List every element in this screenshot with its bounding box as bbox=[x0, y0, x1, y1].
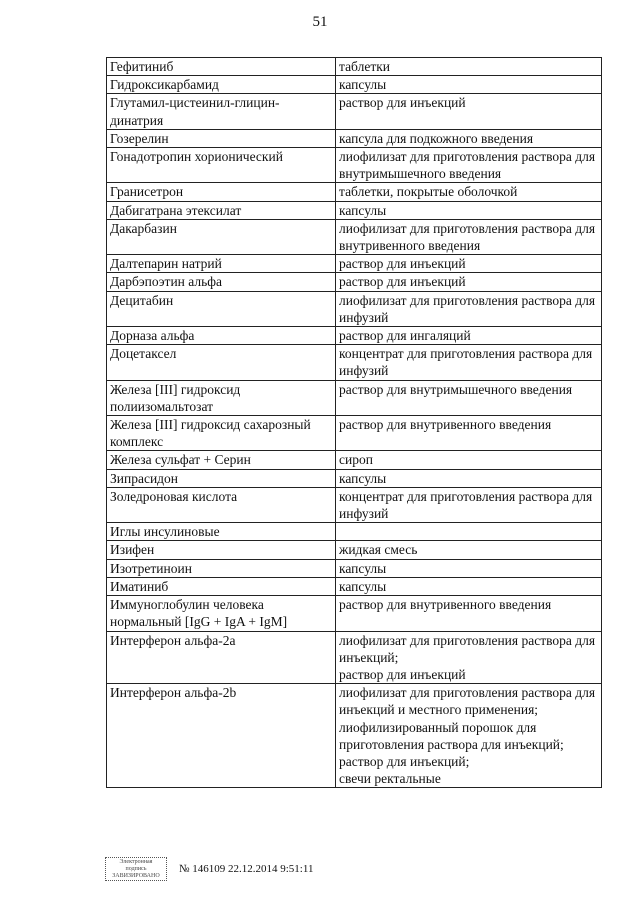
table-row bbox=[107, 469, 602, 487]
page-number: 51 bbox=[312, 14, 328, 30]
drug-name-cell: Изифен bbox=[107, 541, 336, 559]
dosage-form-cell bbox=[336, 380, 602, 415]
dosage-form-cell bbox=[336, 291, 602, 326]
dosage-form-line: раствор для ингаляций bbox=[339, 328, 471, 344]
dosage-form-cell bbox=[336, 684, 602, 788]
dosage-form-line: капсулы bbox=[339, 77, 387, 93]
dosage-form-line: раствор для инъекций bbox=[339, 274, 466, 290]
dosage-form-line: таблетки, покрытые оболочкой bbox=[339, 184, 518, 200]
stamp-line: Электронная bbox=[119, 858, 153, 865]
drug-name-cell: Гранисетрон bbox=[107, 183, 336, 201]
electronic-signature-stamp bbox=[105, 857, 167, 881]
drug-name-cell: Иглы инсулиновые bbox=[107, 523, 336, 541]
drug-name-cell: Железа сульфат + Серин bbox=[107, 451, 336, 469]
table-row bbox=[107, 201, 602, 219]
table-row bbox=[107, 183, 602, 201]
dosage-form-cell bbox=[336, 94, 602, 129]
dosage-form-line: лиофилизат для приготовления раствора для внутривенного введения bbox=[339, 220, 596, 254]
dosage-form-line: лиофилизат для приготовления раствора для внутримышечного введения bbox=[339, 149, 596, 182]
dosage-form-cell bbox=[336, 487, 602, 522]
drug-table-body bbox=[107, 58, 602, 788]
dosage-form-line: концентрат для приготовления раствора для инфузий bbox=[339, 488, 593, 522]
dosage-form-cell bbox=[336, 327, 602, 345]
dosage-form-line: сироп bbox=[339, 452, 373, 468]
dosage-form-cell bbox=[336, 416, 602, 451]
table-row bbox=[107, 219, 602, 254]
dosage-form-line: лиофилизат для приготовления раствора для инъекций и местного применения; bbox=[339, 685, 596, 718]
table-row bbox=[107, 129, 602, 147]
table-row bbox=[107, 416, 602, 451]
dosage-form-cell bbox=[336, 183, 602, 201]
drug-name-cell: Гонадотропин хорионический bbox=[107, 148, 336, 183]
dosage-form-line: капсулы bbox=[339, 578, 387, 594]
table-row bbox=[107, 559, 602, 577]
dosage-form-cell bbox=[336, 201, 602, 219]
drug-name-cell: Железа [III] гидроксид полиизомальтозат bbox=[107, 380, 336, 415]
drug-name-cell: Доцетаксел bbox=[107, 345, 336, 380]
drug-name-cell: Дабигатрана этексилат bbox=[107, 201, 336, 219]
dosage-form-line: свечи ректальные bbox=[339, 771, 441, 787]
dosage-form-line: раствор для инъекций; bbox=[339, 753, 470, 769]
dosage-form-line: капсулы bbox=[339, 202, 387, 218]
table-row bbox=[107, 541, 602, 559]
dosage-form-cell bbox=[336, 76, 602, 94]
footer bbox=[105, 857, 313, 881]
dosage-form-line: капсулы bbox=[339, 560, 387, 576]
table-row bbox=[107, 380, 602, 415]
dosage-form-cell bbox=[336, 148, 602, 183]
drug-name-cell: Дакарбазин bbox=[107, 219, 336, 254]
table-row bbox=[107, 76, 602, 94]
dosage-form-line: раствор для инъекций bbox=[339, 256, 466, 272]
dosage-form-cell bbox=[336, 219, 602, 254]
drug-name-cell: Интерферон альфа-2а bbox=[107, 631, 336, 684]
drug-name-cell: Зипрасидон bbox=[107, 469, 336, 487]
table-row bbox=[107, 631, 602, 684]
dosage-form-line: лиофилизированный порошок для приготовления раствора для инъекций; bbox=[339, 719, 564, 752]
table-row bbox=[107, 451, 602, 469]
table-row bbox=[107, 148, 602, 183]
dosage-form-cell bbox=[336, 596, 602, 631]
dosage-form-line: жидкая смесь bbox=[339, 542, 418, 558]
drug-name-cell: Гозерелин bbox=[107, 129, 336, 147]
dosage-form-cell bbox=[336, 541, 602, 559]
table-row bbox=[107, 291, 602, 326]
table-row bbox=[107, 255, 602, 273]
dosage-form-cell bbox=[336, 631, 602, 684]
dosage-form-cell bbox=[336, 523, 602, 541]
dosage-form-line: концентрат для приготовления раствора для инфузий bbox=[339, 346, 593, 379]
dosage-form-line: капсулы bbox=[339, 470, 387, 486]
table-row bbox=[107, 94, 602, 129]
drug-name-cell: Гефитиниб bbox=[107, 58, 336, 76]
dosage-form-cell bbox=[336, 577, 602, 595]
drug-name-cell: Далтепарин натрий bbox=[107, 255, 336, 273]
dosage-form-line: лиофилизат для приготовления раствора для инфузий bbox=[339, 292, 596, 325]
drug-table bbox=[106, 57, 602, 788]
dosage-form-cell bbox=[336, 273, 602, 291]
table-row bbox=[107, 58, 602, 76]
drug-name-cell: Дорназа альфа bbox=[107, 327, 336, 345]
stamp-line: ЗАВИЗИРОВАНО bbox=[112, 872, 160, 879]
stamp-line: подпись bbox=[125, 865, 147, 872]
drug-name-cell: Глутамил-цистеинил-глицин-динатрия bbox=[107, 94, 336, 129]
table-row bbox=[107, 273, 602, 291]
dosage-form-line: раствор для внутривенного введения bbox=[339, 597, 552, 613]
dosage-form-cell bbox=[336, 345, 602, 380]
drug-name-cell: Иматиниб bbox=[107, 577, 336, 595]
dosage-form-cell bbox=[336, 451, 602, 469]
dosage-form-line: раствор для инъекций bbox=[339, 95, 466, 111]
drug-name-cell: Интерферон альфа-2b bbox=[107, 684, 336, 788]
drug-name-cell: Золедроновая кислота bbox=[107, 487, 336, 522]
dosage-form-line: капсула для подкожного введения bbox=[339, 130, 534, 146]
dosage-form-line: лиофилизат для приготовления раствора для инъекций; bbox=[339, 632, 596, 665]
table-row bbox=[107, 596, 602, 631]
dosage-form-line: раствор для инъекций bbox=[339, 666, 466, 682]
drug-name-cell: Изотретиноин bbox=[107, 559, 336, 577]
drug-name-cell: Дарбэпоэтин альфа bbox=[107, 273, 336, 291]
document-id: № 146109 22.12.2014 9:51:11 bbox=[179, 863, 314, 875]
table-row bbox=[107, 327, 602, 345]
table-row bbox=[107, 487, 602, 522]
dosage-form-cell bbox=[336, 129, 602, 147]
drug-name-cell: Децитабин bbox=[107, 291, 336, 326]
dosage-form-line: таблетки bbox=[339, 59, 391, 74]
table-row bbox=[107, 345, 602, 380]
dosage-form-cell bbox=[336, 58, 602, 76]
drug-name-cell: Иммуноглобулин человека нормальный [IgG + IgA + IgM] bbox=[107, 596, 336, 631]
table-row bbox=[107, 577, 602, 595]
dosage-form-line: раствор для внутривенного введения bbox=[339, 417, 552, 433]
dosage-form-line: раствор для внутримышечного введения bbox=[339, 381, 573, 397]
table-row bbox=[107, 523, 602, 541]
table-row bbox=[107, 684, 602, 788]
dosage-form-cell bbox=[336, 469, 602, 487]
drug-name-cell: Железа [III] гидроксид сахарозный комплекс bbox=[107, 416, 336, 451]
dosage-form-cell bbox=[336, 255, 602, 273]
drug-name-cell: Гидроксикарбамид bbox=[107, 76, 336, 94]
dosage-form-cell bbox=[336, 559, 602, 577]
